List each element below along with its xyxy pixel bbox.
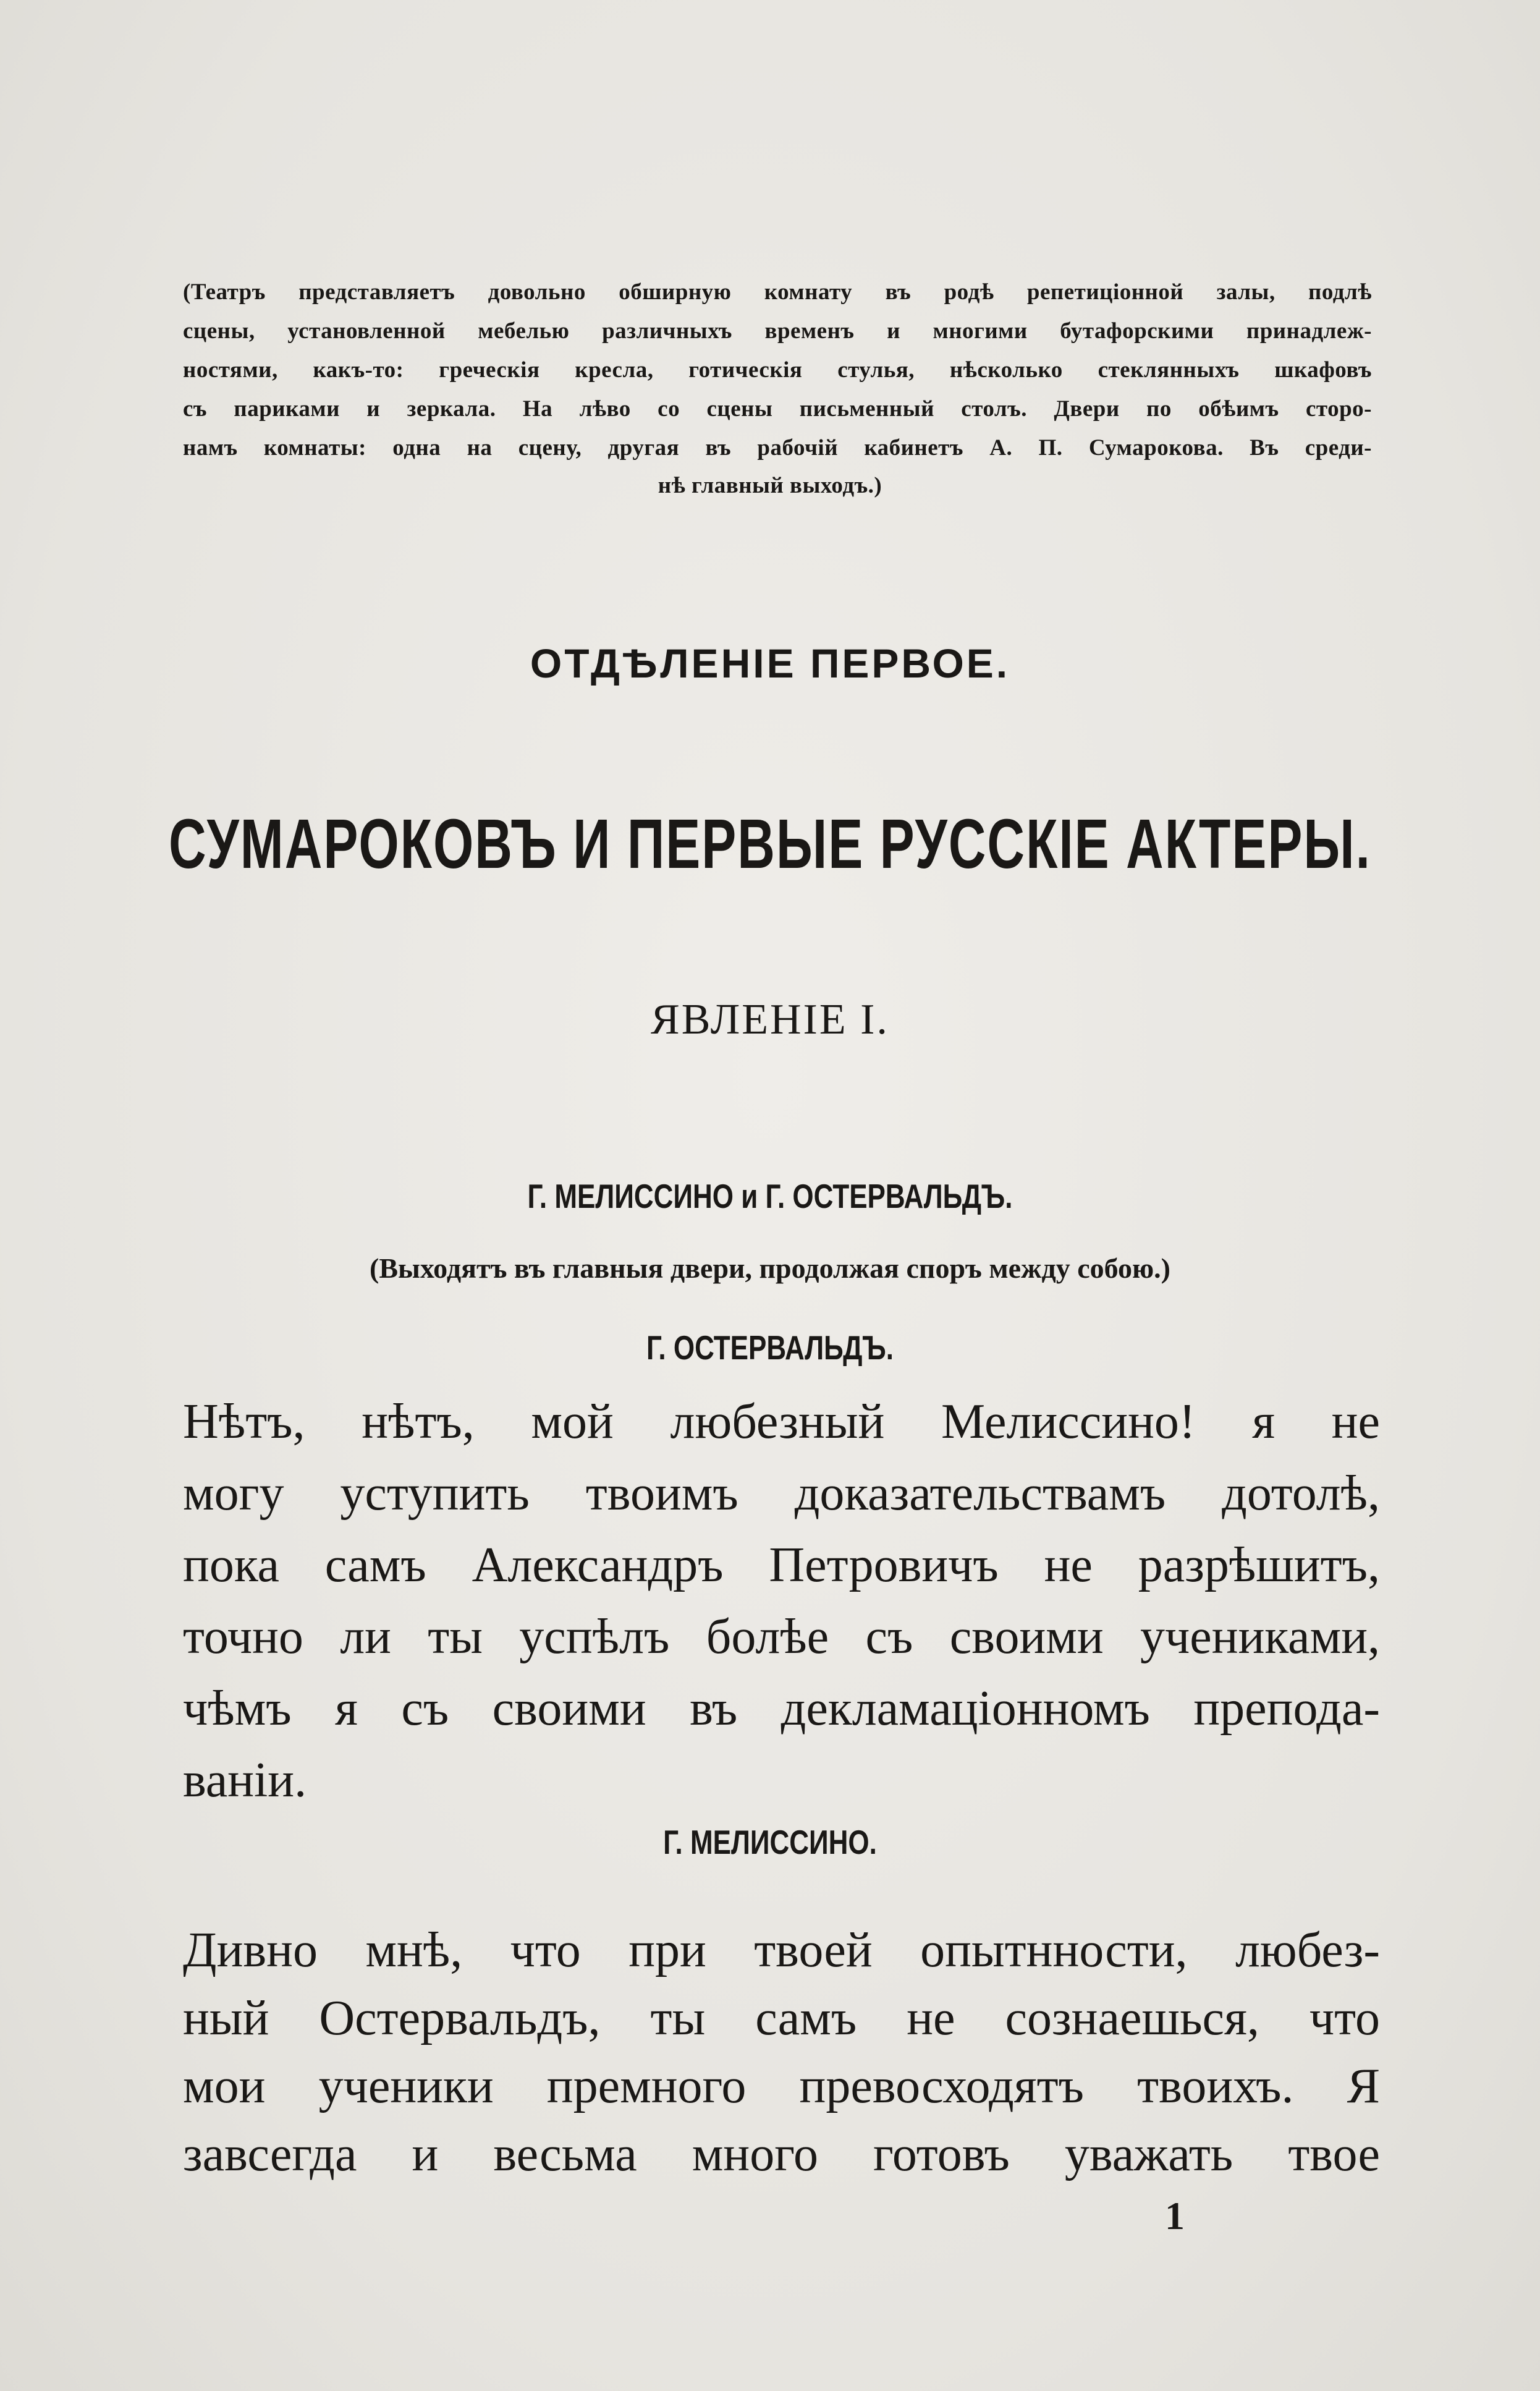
speech-line: Нѣтъ, нѣтъ, мой любезный Мелиссино! я не <box>183 1395 1380 1449</box>
stage-line: сцены, установленной мебелью различныхъ временъ и многими бутафорскими принадлеж- <box>183 318 1372 344</box>
speech-line: могу уступить твоимъ доказательствамъ дотолѣ, <box>183 1466 1380 1521</box>
stage-line: (Театръ представляетъ довольно обширную комнату въ родѣ репетиціонной залы, подлѣ <box>183 279 1372 305</box>
speech-line: пока самъ Александръ Петровичъ не разрѣшитъ, <box>183 1538 1380 1592</box>
characters-line: Г. МЕЛИССИНО и Г. ОСТЕРВАЛЬДЪ. <box>527 1178 1013 1216</box>
stage-line: ностями, какъ-то: греческія кресла, готическія стулья, нѣсколько стеклянныхъ шкафовъ <box>183 357 1372 383</box>
stage-line: съ париками и зеркала. На лѣво со сцены письменный столъ. Двери по обѣимъ сторо- <box>183 396 1372 422</box>
speaker-name: Г. ОСТЕРВАЛЬДЪ. <box>646 1329 894 1367</box>
speech-line: чѣмъ я съ своими въ декламаціонномъ препода- <box>183 1681 1380 1736</box>
entrance-direction: (Выходятъ въ главныя двери, продолжая споръ между собою.) <box>370 1252 1170 1284</box>
speech-line: точно ли ты успѣлъ болѣе съ своими учениками, <box>183 1610 1380 1664</box>
speech-line: мои ученики премного превосходятъ твоихъ. Я <box>183 2059 1380 2113</box>
stage-line: намъ комнаты: одна на сцену, другая въ рабочій кабинетъ А. П. Сумарокова. Въ среди- <box>183 435 1372 461</box>
speech-line: Дивно мнѣ, что при твоей опытнности, любез- <box>183 1923 1380 1977</box>
section-heading: ОТДѢЛЕНІЕ ПЕРВОЕ. <box>530 640 1010 686</box>
scene-heading: ЯВЛЕНІЕ I. <box>651 996 889 1043</box>
chapter-title: СУМАРОКОВЪ И ПЕРВЫЕ РУССКІЕ АКТЕРЫ. <box>168 804 1371 883</box>
speech-line: ный Остервальдъ, ты самъ не сознаешься, что <box>183 1991 1380 2045</box>
speaker-name: Г. МЕЛИССИНО. <box>663 1824 877 1862</box>
speech-line: ваніи. <box>183 1753 307 1807</box>
page-number: 1 <box>1165 2194 1185 2238</box>
speech-line: завсегда и весьма много готовъ уважать твое <box>183 2127 1380 2181</box>
stage-line: нѣ главный выходъ.) <box>658 473 882 498</box>
